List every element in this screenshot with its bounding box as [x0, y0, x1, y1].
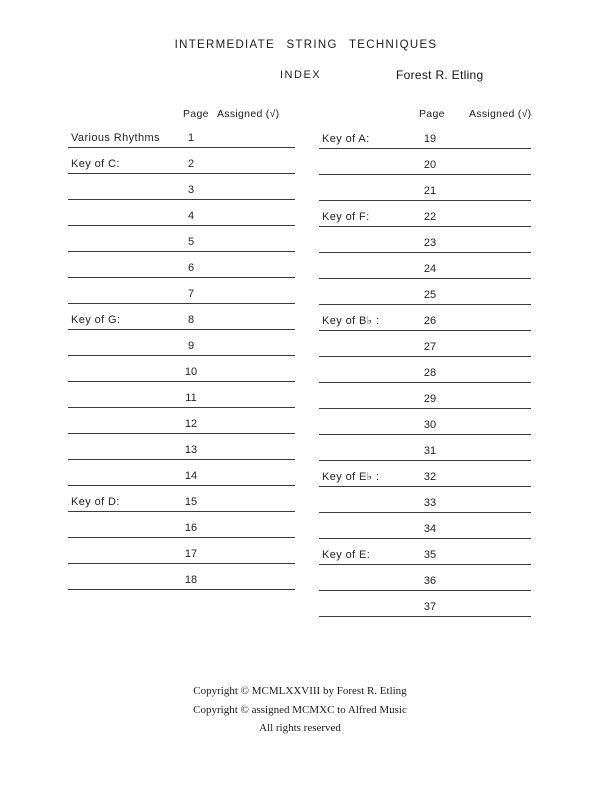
row-page-number: 36	[423, 575, 437, 587]
index-row	[319, 201, 531, 227]
row-page-number: 4	[187, 210, 195, 222]
index-row	[319, 409, 531, 435]
row-page-number: 24	[423, 263, 437, 275]
index-row	[68, 538, 295, 564]
row-page-number: 14	[184, 470, 198, 482]
row-page-number: 1	[187, 132, 195, 144]
index-row	[68, 330, 295, 356]
index-row	[319, 123, 531, 149]
row-page-number: 20	[423, 159, 437, 171]
row-page-number: 25	[423, 289, 437, 301]
index-row	[319, 591, 531, 617]
row-page-number: 5	[187, 236, 195, 248]
index-row	[68, 122, 295, 148]
index-row	[319, 383, 531, 409]
row-page-number: 8	[187, 314, 195, 326]
row-page-number: 12	[184, 418, 198, 430]
index-row	[319, 539, 531, 565]
row-page-number: 30	[423, 419, 437, 431]
row-label: Key of D:	[71, 496, 120, 508]
copyright-line-1: Copyright © MCMLXXVIII by Forest R. Etling	[193, 685, 407, 697]
copyright-footer	[0, 682, 600, 738]
row-page-number: 2	[187, 158, 195, 170]
row-page-number: 15	[184, 496, 198, 508]
row-page-number: 26	[423, 315, 437, 327]
index-row	[68, 304, 295, 330]
row-page-number: 29	[423, 393, 437, 405]
index-row	[68, 226, 295, 252]
row-label: Key of F:	[322, 211, 370, 223]
row-page-number: 22	[423, 211, 437, 223]
index-row	[68, 252, 295, 278]
index-row	[68, 278, 295, 304]
index-row	[68, 460, 295, 486]
index-column-left	[68, 122, 295, 590]
row-label: Key of C:	[71, 158, 120, 170]
row-page-number: 37	[423, 601, 437, 613]
index-row	[68, 434, 295, 460]
row-page-number: 9	[187, 340, 195, 352]
assigned-column-header-right: Assigned (√)	[469, 108, 532, 120]
index-row	[68, 408, 295, 434]
index-row	[319, 565, 531, 591]
page-column-header-left: Page	[183, 108, 209, 120]
index-row	[68, 486, 295, 512]
row-page-number: 3	[187, 184, 195, 196]
index-row	[68, 512, 295, 538]
index-row	[319, 253, 531, 279]
row-page-number: 21	[423, 185, 437, 197]
index-column-right	[319, 123, 531, 617]
row-page-number: 27	[423, 341, 437, 353]
row-page-number: 28	[423, 367, 437, 379]
assigned-column-header-left: Assigned (√)	[217, 108, 280, 120]
row-label: Key of E:	[322, 549, 371, 561]
row-page-number: 7	[187, 288, 195, 300]
page-title: INTERMEDIATE STRING TECHNIQUES	[174, 39, 438, 51]
copyright-line-3: All rights reserved	[259, 722, 341, 734]
row-label: Various Rhythms	[71, 132, 160, 144]
index-row	[319, 487, 531, 513]
row-page-number: 11	[185, 392, 197, 404]
index-row	[319, 149, 531, 175]
index-row	[319, 227, 531, 253]
index-row	[319, 305, 531, 331]
copyright-line-2: Copyright © assigned MCMXC to Alfred Music	[193, 703, 407, 716]
index-row	[68, 174, 295, 200]
index-row	[319, 331, 531, 357]
row-label: Key of A:	[322, 133, 370, 145]
row-page-number: 32	[423, 471, 437, 483]
index-row	[319, 175, 531, 201]
row-page-number: 31	[423, 445, 437, 457]
row-page-number: 18	[184, 574, 198, 586]
row-page-number: 19	[423, 133, 437, 145]
row-page-number: 23	[423, 237, 437, 249]
index-row	[319, 513, 531, 539]
index-row	[68, 200, 295, 226]
author-name: Forest R. Etling	[396, 68, 484, 82]
row-label: Key of B♭ :	[322, 315, 380, 327]
index-row	[68, 382, 295, 408]
row-page-number: 33	[423, 497, 437, 509]
row-label: Key of E♭ :	[322, 471, 380, 483]
row-page-number: 13	[184, 444, 198, 456]
row-page-number: 34	[423, 523, 437, 535]
index-row	[319, 435, 531, 461]
row-page-number: 10	[184, 366, 198, 378]
row-page-number: 6	[187, 262, 195, 274]
row-page-number: 17	[184, 548, 198, 560]
row-label: Key of G:	[71, 314, 121, 326]
page-column-header-right: Page	[419, 108, 445, 120]
index-row	[319, 357, 531, 383]
row-page-number: 16	[184, 522, 198, 534]
index-row	[68, 356, 295, 382]
index-row	[68, 148, 295, 174]
row-page-number: 35	[423, 549, 437, 561]
index-row	[68, 564, 295, 590]
index-row	[319, 279, 531, 305]
index-heading: INDEX	[280, 69, 322, 81]
index-row	[319, 461, 531, 487]
